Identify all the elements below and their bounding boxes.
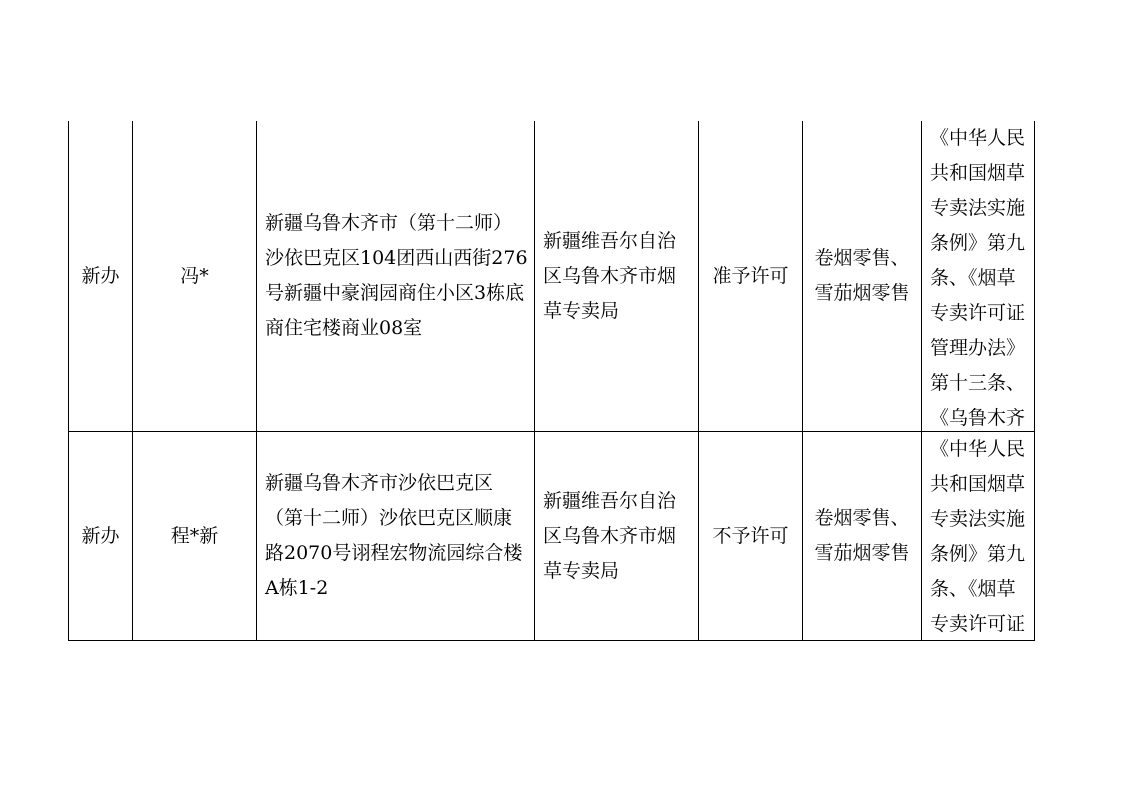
business-scope-cell (803, 121, 922, 432)
legal-basis: 《中华人民共和国烟草专卖法实施条例》第九条、《烟草专卖许可证管理办法》第十三条、《乌鲁木齐 (930, 127, 1026, 429)
application-type: 新办 (81, 524, 120, 547)
applicant-name: 程*新 (170, 524, 219, 547)
permit-decision: 不予许可 (712, 524, 789, 547)
business-scope: 卷烟零售、雪茄烟零售 (814, 507, 910, 564)
application-type-cell (69, 121, 133, 432)
legal-basis: 《中华人民共和国烟草专卖法实施条例》第九条、《烟草专卖许可证 (930, 438, 1026, 635)
business-scope-cell (803, 432, 922, 641)
table-row (69, 432, 1035, 641)
business-scope: 卷烟零售、雪茄烟零售 (814, 247, 910, 304)
decision-cell (699, 432, 803, 641)
permit-table (68, 121, 1035, 641)
applicant-name-cell (133, 121, 257, 432)
issuing-authority: 新疆维吾尔自治区乌鲁木齐市烟草专卖局 (543, 229, 677, 322)
permit-decision: 准予许可 (712, 264, 789, 287)
application-type: 新办 (81, 264, 120, 287)
business-address-cell (257, 432, 535, 641)
issuing-authority: 新疆维吾尔自治区乌鲁木齐市烟草专卖局 (543, 489, 677, 582)
business-address-cell (257, 121, 535, 432)
issuing-authority-cell (535, 432, 699, 641)
business-address: 新疆乌鲁木齐市沙依巴克区（第十二师）沙依巴克区顺康路2070号诩程宏物流园综合楼A栋1-2 (265, 472, 523, 599)
application-type-cell (69, 432, 133, 641)
issuing-authority-cell (535, 121, 699, 432)
applicant-name: 冯* (180, 264, 209, 287)
legal-basis-cell (922, 121, 1035, 432)
decision-cell (699, 121, 803, 432)
legal-basis-cell (922, 432, 1035, 641)
business-address: 新疆乌鲁木齐市（第十二师）沙依巴克区104团西山西街276号新疆中豪润园商住小区3栋底商住宅楼商业08室 (265, 212, 528, 339)
applicant-name-cell (133, 432, 257, 641)
table-row (69, 121, 1035, 432)
